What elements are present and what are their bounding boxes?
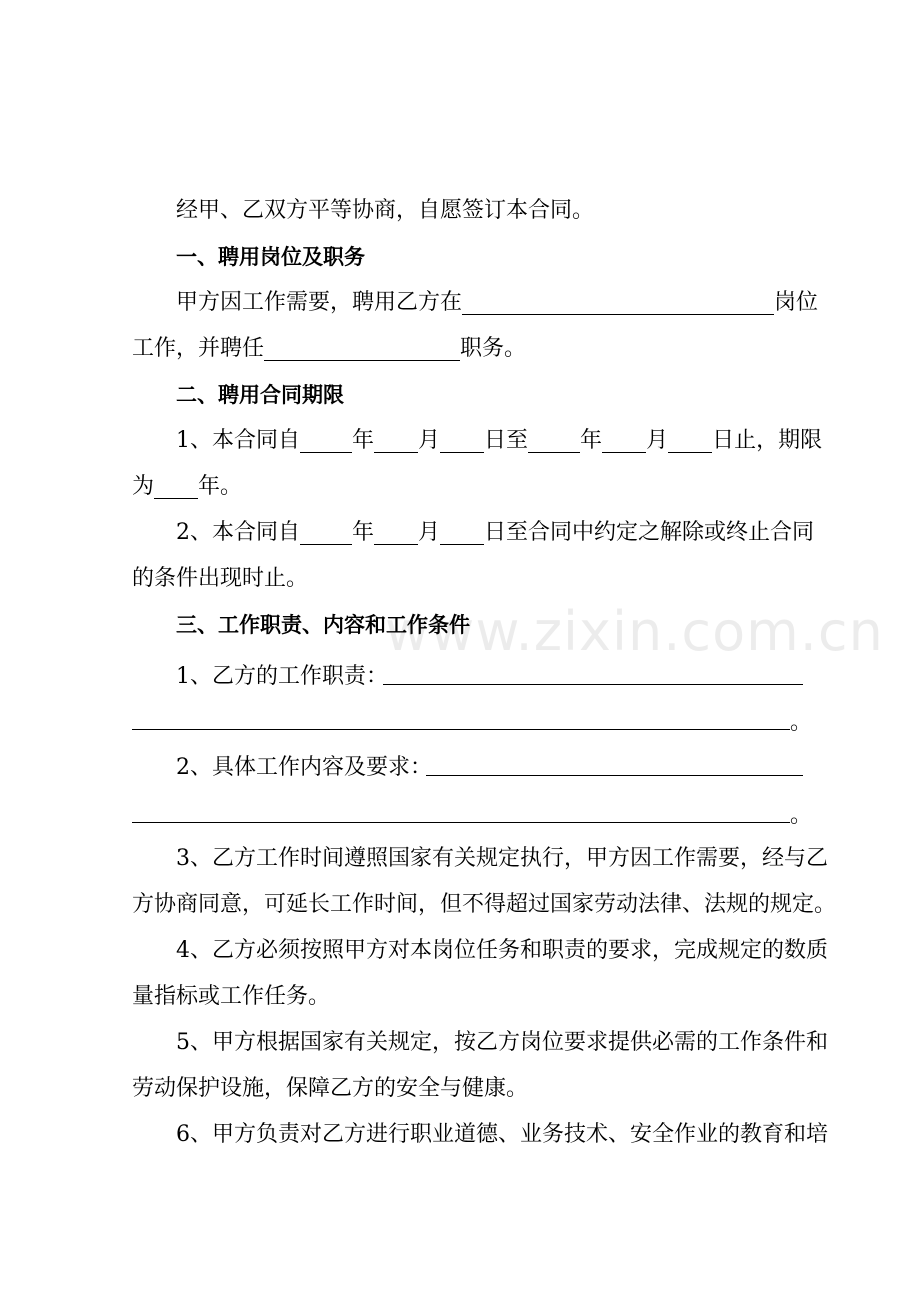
end-month-blank (602, 430, 646, 453)
duty-blank (264, 338, 460, 361)
item2-year-blank (300, 522, 352, 545)
term-years-blank (154, 476, 198, 499)
month2-label: 月 (646, 428, 669, 453)
month-label: 月 (418, 428, 441, 453)
item2-prefix: 2、本合同自 (176, 520, 300, 545)
item2-month-label: 月 (418, 520, 441, 545)
section1-text-b: 岗位 (774, 290, 819, 315)
intro-paragraph: 经甲、乙双方平等协商，自愿签订本合同。 (176, 198, 595, 223)
duties-end-mark: 。 (790, 710, 813, 735)
content-blank-line2 (132, 821, 790, 823)
position-blank (462, 292, 774, 315)
content-blank-line1 (426, 774, 803, 776)
watermark-text: www.zixin.com.cn (385, 600, 884, 663)
section3-item4-line2: 量指标或工作任务。 (132, 984, 331, 1009)
section1-text-c: 工作，并聘任 (132, 336, 265, 361)
section3-item3-line2: 方协商同意，可延长工作时间，但不得超过国家劳动法律、法规的规定。 (132, 892, 837, 917)
item2-rest: 日至合同中约定之解除或终止合同 (484, 520, 815, 545)
term-year-label: 年。 (198, 474, 243, 499)
section1-text-d: 职务。 (460, 336, 527, 361)
item1-label: 1、乙方的工作职责： (176, 664, 388, 689)
section2-item2-line1 (176, 518, 866, 548)
start-day-blank (440, 430, 484, 453)
item1-prefix: 1、本合同自 (176, 428, 300, 453)
content-end-mark: 。 (790, 803, 813, 828)
item2-year-label: 年 (352, 520, 375, 545)
duties-blank-line1 (383, 683, 803, 685)
section2-item2-line2: 的条件出现时止。 (132, 566, 309, 591)
section3-item6-line1: 6、甲方负责对乙方进行职业道德、业务技术、安全作业的教育和培 (176, 1122, 828, 1147)
item2-day-blank (440, 522, 484, 545)
day-end-label: 日止，期限 (712, 428, 823, 453)
start-year-blank (300, 430, 352, 453)
year-label: 年 (352, 428, 375, 453)
term-prefix: 为 (132, 474, 155, 499)
item2-month-blank (374, 522, 418, 545)
year2-label: 年 (580, 428, 603, 453)
section3-item5-line2: 劳动保护设施，保障乙方的安全与健康。 (132, 1076, 529, 1101)
section3-item2 (176, 753, 866, 783)
section1-text-a: 甲方因工作需要，聘用乙方在 (176, 290, 463, 315)
end-day-blank (668, 430, 712, 453)
section2-item1-line1 (176, 426, 866, 456)
section2-heading: 二、聘用合同期限 (176, 383, 344, 407)
end-year-blank (528, 430, 580, 453)
section3-item4-line1: 4、乙方必须按照甲方对本岗位任务和职责的要求，完成规定的数质 (176, 938, 828, 963)
section2-item1-line2 (132, 472, 822, 502)
section1-heading: 一、聘用岗位及职务 (176, 245, 365, 269)
day-to-label: 日至 (484, 428, 529, 453)
start-month-blank (374, 430, 418, 453)
duties-blank-line2 (132, 728, 790, 730)
item2-label: 2、具体工作内容及要求： (176, 755, 432, 780)
section3-heading: 三、工作职责、内容和工作条件 (176, 613, 470, 637)
section1-paragraph-line1 (176, 288, 866, 318)
section3-item1 (176, 662, 866, 692)
section3-item3-line1: 3、乙方工作时间遵照国家有关规定执行，甲方因工作需要，经与乙 (176, 846, 828, 871)
section1-paragraph-line2 (132, 334, 822, 364)
section3-item5-line1: 5、甲方根据国家有关规定，按乙方岗位要求提供必需的工作条件和 (176, 1030, 828, 1055)
